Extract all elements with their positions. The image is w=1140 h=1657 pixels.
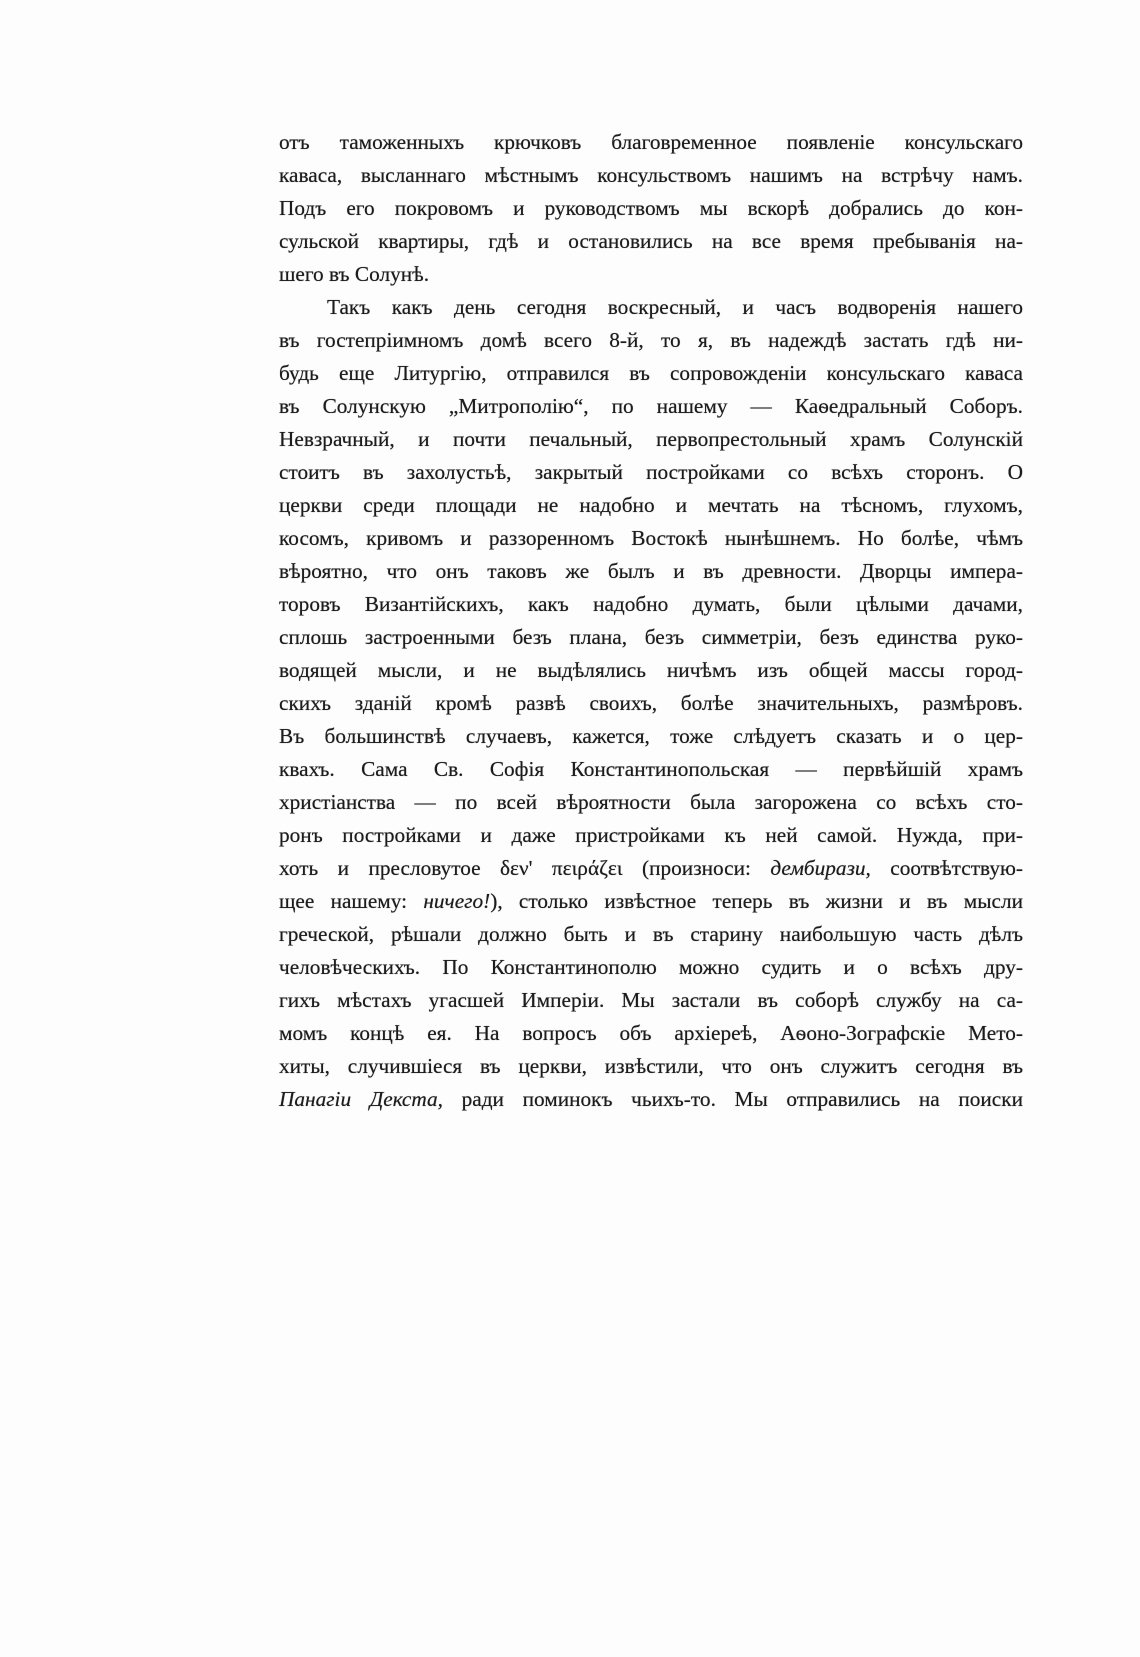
text-line: квахъ. Сама Св. Софія Константинопольская — первѣйшій храмъ	[279, 757, 1023, 781]
text-line: хиты, случившіеся въ церкви, извѣстили, что онъ служитъ сегодня въ	[279, 1054, 1023, 1078]
text-line: человѣческихъ. По Константинополю можно судить и о всѣхъ дру-	[279, 955, 1023, 979]
text-line: Подъ его покровомъ и руководствомъ мы вскорѣ добрались до кон-	[279, 196, 1023, 220]
text-line-with-italic	[279, 1083, 1023, 1116]
text-line: сульской квартиры, гдѣ и остановились на все время пребыванія на-	[279, 229, 1023, 253]
text-line: греческой, рѣшали должно быть и въ старину наибольшую часть дѣлъ	[279, 922, 1023, 946]
text-line: Невзрачный, и почти печальный, первопрестольный храмъ Солунскій	[279, 427, 1023, 451]
paragraph-end-line: шего въ Солунѣ.	[279, 262, 430, 286]
text-line-with-italic	[279, 885, 1023, 918]
line-prefix: хоть и пресловутое δεν' πειράζει (произноси:	[279, 856, 771, 880]
page-body-text	[279, 126, 1023, 1116]
text-line: христіанства — по всей вѣроятности была загорожена со всѣхъ сто-	[279, 790, 1023, 814]
text-line: вѣроятно, что онъ таковъ же былъ и въ древности. Дворцы импера-	[279, 559, 1023, 583]
text-line: водящей мысли, и не выдѣлялись ничѣмъ изъ общей массы город-	[279, 658, 1023, 682]
text-line: каваса, высланнаго мѣстнымъ консульствомъ нашимъ на встрѣчу намъ.	[279, 163, 1023, 187]
text-line: скихъ зданій кромѣ развѣ своихъ, болѣе значительныхъ, размѣровъ.	[279, 691, 1023, 715]
text-line: отъ таможенныхъ крючковъ благовременное появленіе консульскаго	[279, 130, 1023, 154]
text-line: будь еще Литургію, отправился въ сопровожденіи консульскаго каваса	[279, 361, 1023, 385]
italic-phrase: Панагіи Декста,	[279, 1087, 443, 1111]
paragraph-start-line: Такъ какъ день сегодня воскресный, и часъ водворенія нашего	[327, 295, 1023, 319]
line-prefix: щее нашему:	[279, 889, 424, 913]
text-line: косомъ, кривомъ и раззоренномъ Востокѣ нынѣшнемъ. Но болѣе, чѣмъ	[279, 526, 1023, 550]
text-line: момъ концѣ ея. На вопросъ объ архіереѣ, Аѳоно-Зографскіе Мето-	[279, 1021, 1023, 1045]
line-suffix: ), столько извѣстное теперь въ жизни и въ мысли	[490, 889, 1023, 913]
line-suffix: соотвѣтствую-	[870, 856, 1023, 880]
text-line: церкви среди площади не надобно и мечтать на тѣсномъ, глухомъ,	[279, 493, 1023, 517]
text-line: торовъ Византійскихъ, какъ надобно думать, были цѣлыми дачами,	[279, 592, 1023, 616]
text-line-with-italic	[279, 852, 1023, 885]
text-line: гихъ мѣстахъ угасшей Имперіи. Мы застали въ соборѣ службу на са-	[279, 988, 1023, 1012]
text-line: въ Солунскую „Митрополію“, по нашему — Каѳедральный Соборъ.	[279, 394, 1023, 418]
text-line: ронъ постройками и даже пристройками къ ней самой. Нужда, при-	[279, 823, 1023, 847]
italic-phrase: ничего!	[423, 889, 491, 913]
text-line: Въ большинствѣ случаевъ, кажется, тоже слѣдуетъ сказать и о цер-	[279, 724, 1023, 748]
line-suffix: ради поминокъ чьихъ-то. Мы отправились на поиски	[442, 1087, 1023, 1111]
text-line: въ гостепріимномъ домѣ всего 8-й, то я, въ надеждѣ застать гдѣ ни-	[279, 328, 1023, 352]
text-line: сплошь застроенными безъ плана, безъ симметріи, безъ единства руко-	[279, 625, 1023, 649]
italic-phrase: дембирази,	[770, 856, 871, 880]
text-line: стоитъ въ захолустьѣ, закрытый постройками со всѣхъ сторонъ. О	[279, 460, 1023, 484]
